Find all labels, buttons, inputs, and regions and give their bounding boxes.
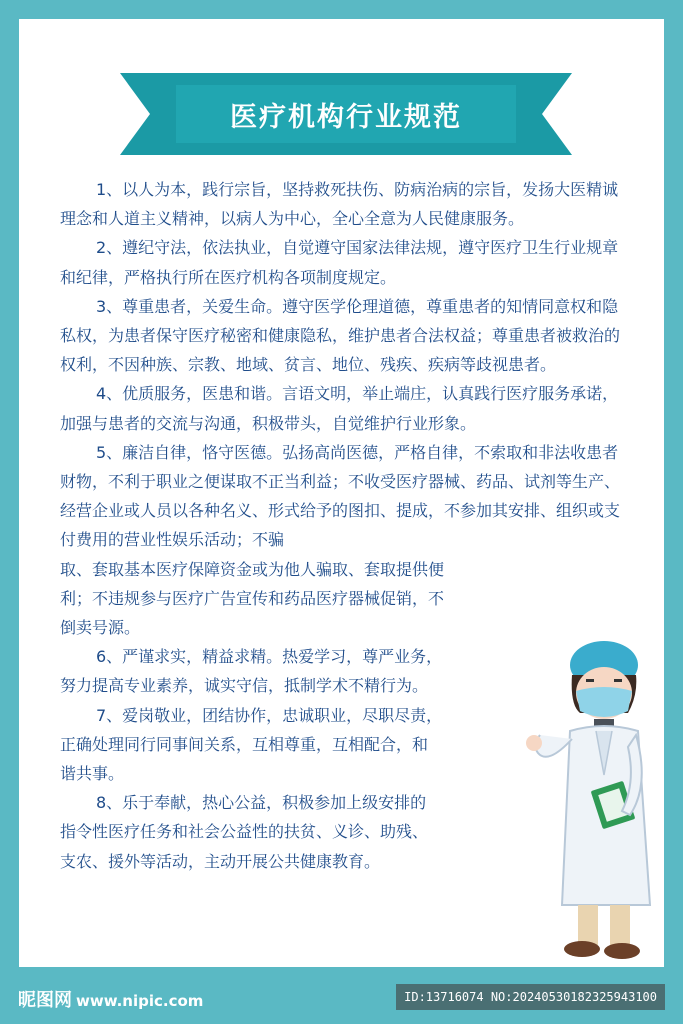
paragraph-8-line-c: 支农、援外等活动，主动开展公共健康教育。: [60, 851, 381, 871]
paragraph-5-line-c: 倒卖号源。: [60, 618, 141, 638]
watermark-logo: [18, 986, 203, 1012]
paragraph-7-line-a: 7、爱岗敬业，团结协作，忠诚职业，尽职尽责，: [96, 705, 443, 725]
paragraph-8-line-a: 8、乐于奉献，热心公益，积极参加上级安排的: [96, 793, 427, 813]
paragraph-1: 1、以人为本，践行宗旨，坚持救死扶伤、防病治病的宗旨，发扬大医精诚理念和人道主义精神，以病人为中心，全心全意为人民健康服务。: [60, 180, 619, 229]
watermark-logo-text: 昵图网: [18, 990, 72, 1011]
paragraph-8-line-b: 指令性医疗任务和社会公益性的扶贫、义诊、助残、: [60, 822, 429, 842]
paragraph-7-line-b: 正确处理同行同事间关系，互相尊重，互相配合，和: [60, 734, 429, 754]
image-id-label: ID:13716074 NO:20240530182325943100: [396, 984, 665, 1010]
doctor-illustration: [518, 635, 658, 969]
watermark-url: www.nipic.com: [76, 992, 204, 1010]
paragraph-2: 2、遵纪守法，依法执业，自觉遵守国家法律法规，遵守医疗卫生行业规章和纪律，严格执行所在医疗机构各项制度规定。: [60, 238, 619, 287]
page-title: 医疗机构行业规范: [230, 101, 462, 133]
paragraph-5-lead: 5、廉洁自律，恪守医德。弘扬高尚医德，严格自律，不索取和非法收患者财物，不利于职业之便谋取不正当利益；不收受医疗器械、药品、试剂等生产、经营企业或人员以各种名义、形式给予的图扣、提成，不参加其安排、组织或支付费用的营业性娱乐活动；不骗: [60, 442, 621, 550]
paragraph-7-line-c: 谐共事。: [60, 764, 125, 784]
paragraph-4: 4、优质服务，医患和谐。言语文明，举止端庄，认真践行医疗服务承诺，加强与患者的交流与沟通，积极带头，自觉维护行业形象。: [60, 384, 619, 433]
paragraph-6-line-b: 努力提高专业素养，诚实守信，抵制学术不精行为。: [60, 676, 429, 696]
paragraph-5-line-b: 利；不违规参与医疗广告宣传和药品医疗器械促销，不: [60, 588, 445, 608]
paragraph-5-line-a: 取、套取基本医疗保障资金或为他人骗取、套取提供便: [60, 559, 445, 579]
paragraph-3: 3、尊重患者，关爱生命。遵守医学伦理道德，尊重患者的知情同意权和隐私权，为患者保守医疗秘密和健康隐私，维护患者合法权益；尊重患者被救治的权利，不因种族、宗教、地域、贫言、地位、残疾、疾病等歧视患者。: [60, 296, 621, 375]
footer-bar: [0, 967, 683, 1024]
paragraph-6-line-a: 6、严谨求实，精益求精。热爱学习，尊严业务，: [96, 647, 443, 667]
title-banner: [120, 73, 572, 155]
